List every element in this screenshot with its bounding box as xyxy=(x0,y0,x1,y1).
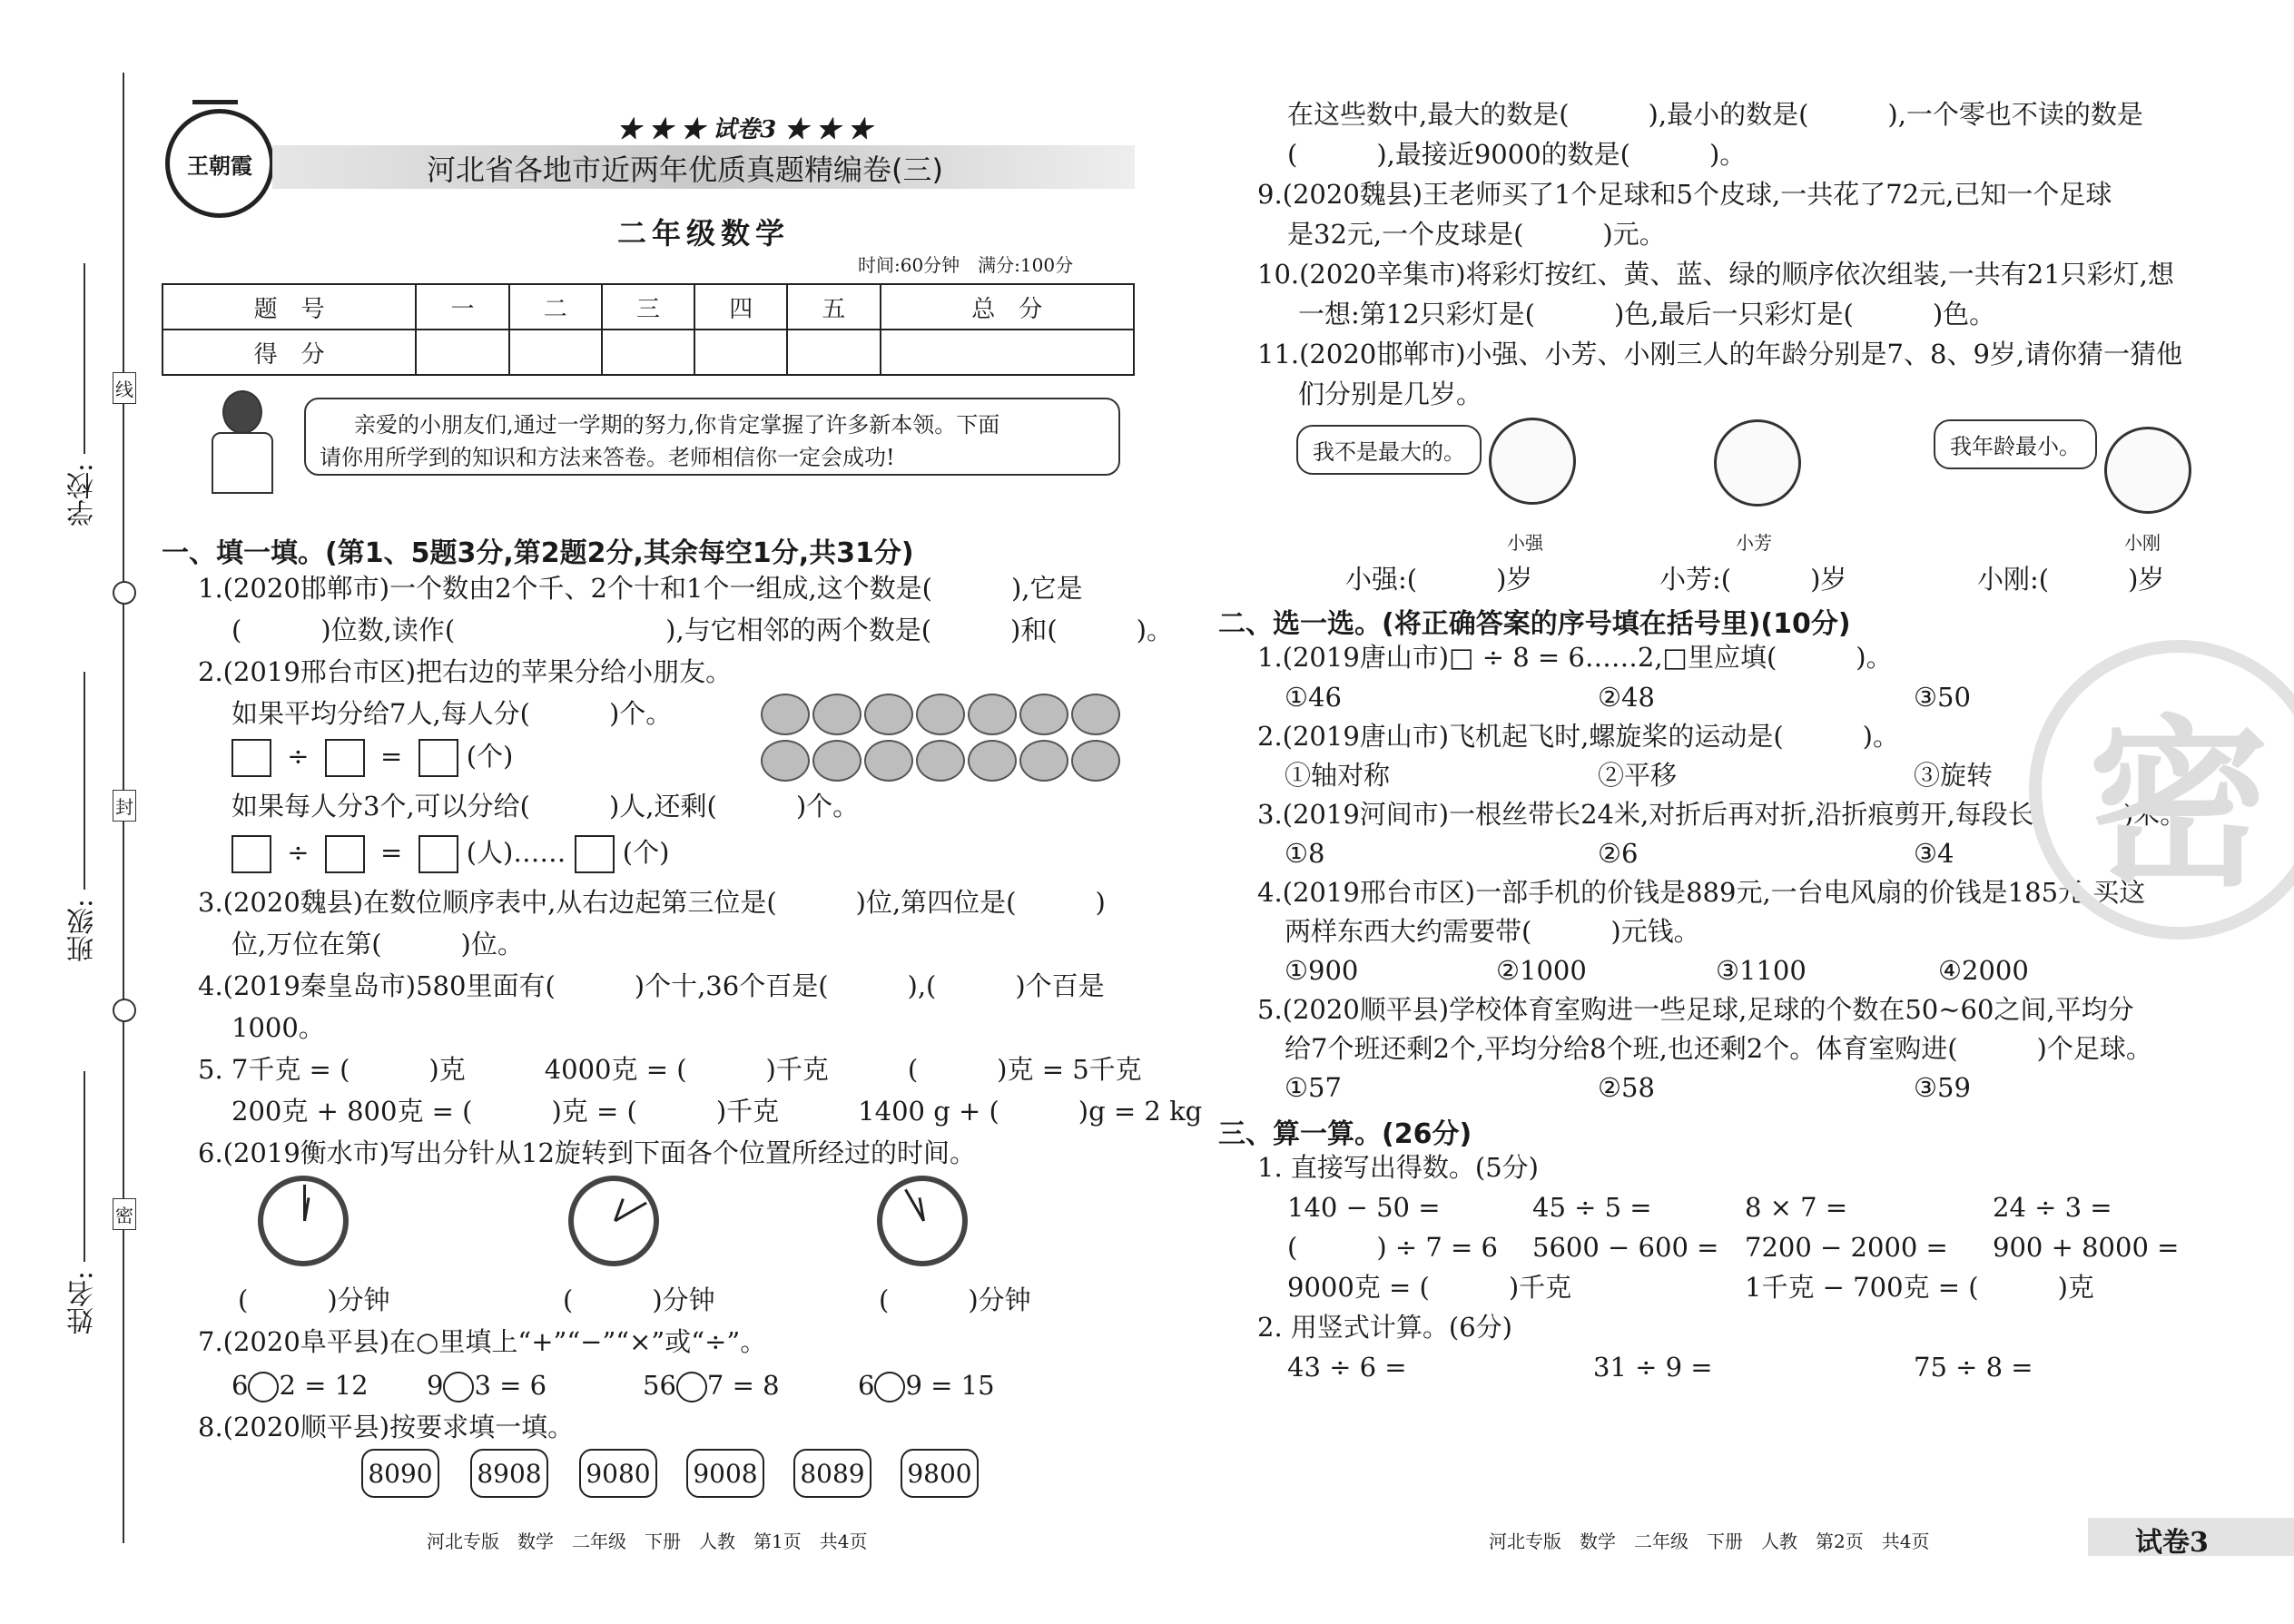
s2-q4-option[interactable]: ②1000 xyxy=(1496,955,1587,986)
answer-box[interactable] xyxy=(418,835,458,873)
s2-q4-line-1: 4.(2019邢台市区)一部手机的价钱是889元,一台电风扇的价钱是185元,买这 xyxy=(1257,877,2146,908)
apple-icon xyxy=(916,694,965,735)
q6-answer-3: ( )分钟 xyxy=(879,1284,1031,1315)
calc-item: 45 ÷ 5 = xyxy=(1532,1192,1652,1223)
subject-title: 二年级数学 xyxy=(617,216,791,251)
score-cell[interactable] xyxy=(602,330,694,375)
operator-circle[interactable] xyxy=(676,1372,707,1403)
score-cell[interactable] xyxy=(694,330,787,375)
intro-line-1: 亲爱的小朋友们,通过一学期的努力,你肯定掌握了许多新本领。下面 xyxy=(354,412,1000,438)
school-label: 学校: xyxy=(67,463,99,527)
q2-line-c: 如果每人分3个,可以分给( )人,还剩( )个。 xyxy=(231,791,860,822)
age-answer-2: 小芳:( )岁 xyxy=(1659,564,1847,595)
q6-answer-2: ( )分钟 xyxy=(563,1284,715,1315)
exam-title: 河北省各地市近两年优质真题精编卷(三) xyxy=(427,153,943,187)
school-field[interactable] xyxy=(84,263,85,454)
calc-item: 5600 − 600 = xyxy=(1532,1232,1719,1263)
mi-mark: 密 xyxy=(113,1198,136,1230)
s2-q3-option[interactable]: ①8 xyxy=(1285,838,1325,869)
age-answer-3: 小刚:( )岁 xyxy=(1977,564,2165,595)
q4-line-1: 4.(2019秦皇岛市)580里面有( )个十,36个百是( ),( )个百是 xyxy=(198,970,1105,1001)
apple-icon xyxy=(761,694,810,735)
calc-item: 900 + 8000 = xyxy=(1993,1232,2180,1263)
series-label: ★ ★ ★ 试卷3 ★ ★ ★ xyxy=(617,116,872,143)
number-card: 9008 xyxy=(686,1449,764,1498)
q7-item: 9 3 = 6 xyxy=(427,1370,547,1401)
answer-box[interactable] xyxy=(325,739,365,777)
q6-answer-1: ( )分钟 xyxy=(238,1284,390,1315)
s2-q5-option[interactable]: ①57 xyxy=(1285,1072,1342,1103)
score-header-cell: 三 xyxy=(602,284,694,330)
score-header-cell: 五 xyxy=(787,284,880,330)
s2-q1-option[interactable]: ①46 xyxy=(1285,682,1342,713)
speech-bubble-1: 我不是最大的。 xyxy=(1296,425,1482,475)
q3-line-1: 3.(2020魏县)在数位顺序表中,从右边起第三位是( )位,第四位是( ) xyxy=(198,887,1106,918)
apple-icon xyxy=(1019,740,1068,782)
q3-line-2: 位,万位在第( )位。 xyxy=(231,929,524,960)
s2-q5-option[interactable]: ③59 xyxy=(1914,1072,1971,1103)
q10-line-1: 10.(2020辛集市)将彩灯按红、黄、蓝、绿的顺序依次组装,一共有21只彩灯,想 xyxy=(1257,259,2174,290)
calc-item: 1千克 − 700克 = ( )克 xyxy=(1745,1272,2094,1303)
q11-line-1: 11.(2020邯郸市)小强、小芳、小刚三人的年龄分别是7、8、9岁,请你猜一猜他 xyxy=(1257,339,2183,369)
unit-label: (个) xyxy=(622,837,670,868)
s2-q2-option[interactable]: ①轴对称 xyxy=(1285,760,1391,791)
answer-box[interactable] xyxy=(231,739,271,777)
number-card: 8090 xyxy=(361,1449,439,1498)
q7-stem: 7.(2020阜平县)在○里填上“+”“−”“×”或“÷”。 xyxy=(198,1326,767,1357)
name-field[interactable] xyxy=(84,1071,85,1262)
q9-line-1: 9.(2020魏县)王老师买了1个足球和5个皮球,一共花了72元,已知一个足球 xyxy=(1257,179,2112,210)
score-cell[interactable] xyxy=(509,330,602,375)
calc-item: 24 ÷ 3 = xyxy=(1993,1192,2112,1223)
vertical-calc-item: 43 ÷ 6 = xyxy=(1287,1352,1407,1383)
calc-item: 7200 − 2000 = xyxy=(1745,1232,1948,1263)
binding-hole-icon xyxy=(113,999,136,1022)
binding-hole-icon xyxy=(113,581,136,605)
answer-box[interactable] xyxy=(418,739,458,777)
s2-q1-option[interactable]: ②48 xyxy=(1598,682,1655,713)
s2-q1-option[interactable]: ③50 xyxy=(1914,682,1971,713)
number-card: 9800 xyxy=(901,1449,979,1498)
apple-icon xyxy=(812,740,861,782)
age-answer-1: 小强:( )岁 xyxy=(1345,564,1533,595)
s2-q5-line-2: 给7个班还剩2个,平均分给8个班,也还剩2个。体育室购进( )个足球。 xyxy=(1285,1033,2152,1064)
clock-icon xyxy=(877,1176,968,1266)
answer-box[interactable] xyxy=(575,835,615,873)
q1-line-2: ( )位数,读作( ),与它相邻的两个数是( )和( )。 xyxy=(231,615,1173,645)
q5-line-2: 200克 + 800克 = ( )克 = ( )千克 1400 g + ( )g = 2 kg xyxy=(231,1096,1203,1127)
boy-face-icon xyxy=(1489,418,1576,505)
apple-icon xyxy=(864,694,913,735)
answer-box[interactable] xyxy=(325,835,365,873)
logo-text: 王朝霞 xyxy=(187,152,252,179)
q4-line-2: 1000。 xyxy=(231,1012,325,1043)
q11-line-2: 们分别是几岁。 xyxy=(1298,379,1483,409)
section-3-title: 三、算一算。(26分) xyxy=(1218,1118,1472,1150)
vertical-calc-item: 31 ÷ 9 = xyxy=(1593,1352,1713,1383)
apple-icon xyxy=(864,740,913,782)
q8-stem: 8.(2020顺平县)按要求填一填。 xyxy=(198,1412,575,1442)
apple-icon xyxy=(968,694,1017,735)
footer-left: 河北专版 数学 二年级 下册 人教 第1页 共4页 xyxy=(427,1530,868,1552)
unit-label: (人)…… xyxy=(466,837,566,868)
score-header-cell: 一 xyxy=(416,284,508,330)
score-header-cell: 二 xyxy=(509,284,602,330)
apple-icon xyxy=(1019,694,1068,735)
number-card: 8908 xyxy=(470,1449,548,1498)
teacher-illustration xyxy=(195,390,286,490)
calc-item: 8 × 7 = xyxy=(1745,1192,1848,1223)
section-2-title: 二、选一选。(将正确答案的序号填在括号里)(10分) xyxy=(1218,608,1851,640)
equals-sign: = xyxy=(379,741,403,772)
q9-line-2: 是32元,一个皮球是( )元。 xyxy=(1287,219,1666,250)
logo-badge xyxy=(165,109,274,218)
s2-q2: 2.(2019唐山市)飞机起飞时,螺旋桨的运动是( )。 xyxy=(1257,721,1899,752)
s2-q5-line-1: 5.(2020顺平县)学校体育室购进一些足球,足球的个数在50~60之间,平均分 xyxy=(1257,994,2134,1025)
child-name-2: 小芳 xyxy=(1736,532,1772,554)
score-header-cell: 总 分 xyxy=(881,284,1134,330)
q10-line-2: 一想:第12只彩灯是( )色,最后一只彩灯是( )色。 xyxy=(1298,299,1996,330)
number-card: 8089 xyxy=(793,1449,871,1498)
seal-mark: 封 xyxy=(113,790,136,822)
s3-q2: 2. 用竖式计算。(6分) xyxy=(1257,1312,1512,1343)
boy-face-icon xyxy=(2104,427,2191,514)
s2-q3-option[interactable]: ②6 xyxy=(1598,838,1639,869)
q2-line-a: 如果平均分给7人,每人分( )个。 xyxy=(231,698,673,729)
calc-item: ( ) ÷ 7 = 6 xyxy=(1287,1232,1499,1263)
s2-q1: 1.(2019唐山市)□ ÷ 8 = 6……2,□里应填( )。 xyxy=(1257,642,1893,673)
crown-icon xyxy=(192,100,238,119)
hour-hand xyxy=(919,1197,925,1221)
s2-q3: 3.(2019河间市)一根丝带长24米,对折后再对折,沿折痕剪开,每段长( )米。 xyxy=(1257,799,2187,830)
q2-equation-1 xyxy=(231,739,513,777)
footer-tag: 试卷3 xyxy=(2135,1527,2209,1559)
watermark-text: 密 xyxy=(2087,697,2269,911)
score-cell[interactable] xyxy=(787,330,880,375)
clock-icon xyxy=(568,1176,659,1266)
q8-line-b: ( ),最接近9000的数是( )。 xyxy=(1287,139,1747,170)
line-mark: 线 xyxy=(113,372,136,404)
class-label: 班级: xyxy=(67,899,99,963)
name-label: 姓名: xyxy=(67,1271,99,1335)
calc-item: 9000克 = ( )千克 xyxy=(1287,1272,1572,1303)
answer-box[interactable] xyxy=(231,835,271,873)
apple-icon xyxy=(812,694,861,735)
calc-item: 140 − 50 = xyxy=(1287,1192,1441,1223)
q7-item: 56 7 = 8 xyxy=(643,1370,780,1401)
score-header-cell: 四 xyxy=(694,284,787,330)
s2-q4-option[interactable]: ①900 xyxy=(1285,955,1359,986)
q6-stem: 6.(2019衡水市)写出分针从12旋转到下面各个位置所经过的时间。 xyxy=(198,1137,977,1168)
q2-stem: 2.(2019邢台市区)把右边的苹果分给小朋友。 xyxy=(198,656,733,687)
number-card: 9080 xyxy=(579,1449,657,1498)
s3-q1: 1. 直接写出得数。(5分) xyxy=(1257,1152,1539,1183)
clock-icon xyxy=(258,1176,349,1266)
q1-line-1: 1.(2020邯郸市)一个数由2个千、2个十和1个一组成,这个数是( ),它是 xyxy=(198,573,1083,604)
footer-right: 河北专版 数学 二年级 下册 人教 第2页 共4页 xyxy=(1489,1530,1930,1552)
s2-q5-option[interactable]: ②58 xyxy=(1598,1072,1655,1103)
operator-circle[interactable] xyxy=(874,1372,905,1403)
s2-q4-line-2: 两样东西大约需要带( )元钱。 xyxy=(1285,916,1700,947)
q5-line-1: 5. 7千克 = ( )克 4000克 = ( )千克 ( )克 = 5千克 xyxy=(198,1054,1142,1085)
vertical-calc-item: 75 ÷ 8 = xyxy=(1914,1352,2033,1383)
child-name-1: 小强 xyxy=(1507,532,1543,554)
operator-circle[interactable] xyxy=(443,1372,474,1403)
child-name-3: 小刚 xyxy=(2124,532,2161,554)
divide-sign: ÷ xyxy=(287,741,310,772)
q2-equation-2 xyxy=(231,835,669,873)
score-header-cell: 题 号 xyxy=(162,284,416,330)
class-field[interactable] xyxy=(84,672,85,890)
q7-item: 6 9 = 15 xyxy=(858,1370,995,1401)
score-table xyxy=(162,283,1135,376)
s2-q4-option[interactable]: ④2000 xyxy=(1938,955,2029,986)
s2-q2-option[interactable]: ③旋转 xyxy=(1914,760,1994,791)
s2-q4-option[interactable]: ③1100 xyxy=(1716,955,1807,986)
q8-line-a: 在这些数中,最大的数是( ),最小的数是( ),一个零也不读的数是 xyxy=(1287,99,2143,130)
divide-sign: ÷ xyxy=(287,837,310,868)
apple-icon xyxy=(761,740,810,782)
unit-label: (个) xyxy=(466,741,514,772)
section-1-title: 一、填一填。(第1、5题3分,第2题2分,其余每空1分,共31分) xyxy=(162,537,914,569)
score-row-label: 得 分 xyxy=(162,330,416,375)
time-info: 时间:60分钟 满分:100分 xyxy=(858,254,1074,276)
girl-face-icon xyxy=(1714,419,1801,507)
score-cell[interactable] xyxy=(881,330,1134,375)
operator-circle[interactable] xyxy=(248,1372,279,1403)
s2-q2-option[interactable]: ②平移 xyxy=(1598,760,1678,791)
apple-icon xyxy=(1071,694,1120,735)
apple-icon xyxy=(916,740,965,782)
score-cell[interactable] xyxy=(416,330,508,375)
q7-item: 6 2 = 12 xyxy=(231,1370,369,1401)
apple-icon xyxy=(1071,740,1120,782)
s2-q3-option[interactable]: ③4 xyxy=(1914,838,1954,869)
equals-sign: = xyxy=(379,837,403,868)
speech-bubble-2: 我年龄最小。 xyxy=(1934,419,2097,469)
intro-line-2: 请你用所学到的知识和方法来答卷。老师相信你一定会成功! xyxy=(320,445,895,470)
apple-icon xyxy=(968,740,1017,782)
